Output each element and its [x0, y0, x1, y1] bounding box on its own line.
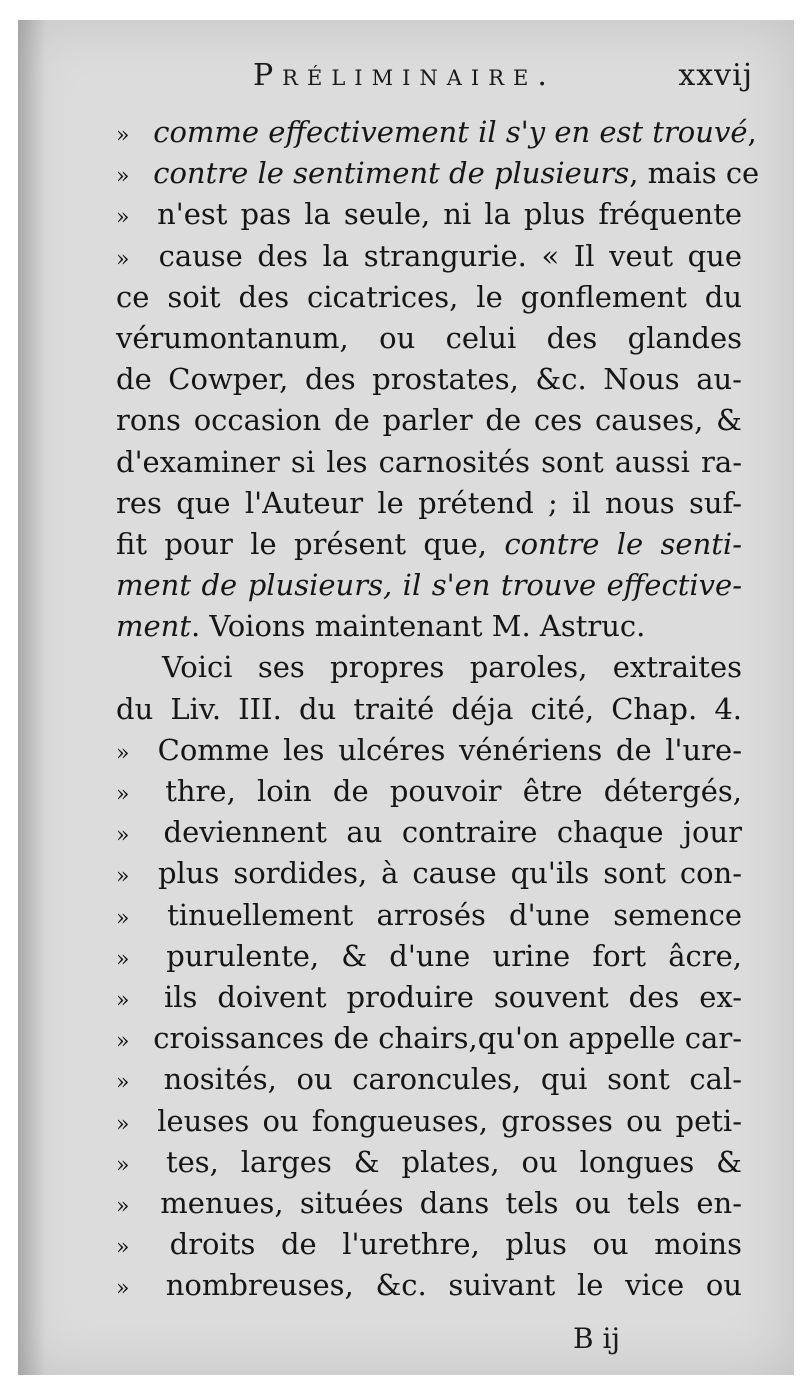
- line-text: droits de l'urethre, plus ou moins: [169, 1227, 742, 1262]
- text-line: [116, 400, 742, 441]
- quote-mark: »: [116, 1111, 128, 1137]
- line-text: , mais ce: [629, 156, 760, 191]
- italic-text: ment de plusieurs, il s'en trouve effective-: [116, 568, 742, 603]
- line-text: rons occasion de parler de ces causes, &: [116, 403, 742, 438]
- quote-mark: »: [116, 782, 128, 807]
- text-line: [116, 236, 742, 277]
- quote-mark: »: [116, 246, 128, 272]
- running-title: Préliminaire.: [253, 58, 556, 93]
- italic-text: ment: [116, 609, 191, 644]
- text-line: [116, 730, 742, 771]
- text-line: [116, 1265, 742, 1306]
- text-line: [116, 977, 742, 1018]
- text-line: [116, 771, 742, 812]
- line-text: plus sordides, à cause qu'ils sont con-: [157, 856, 743, 891]
- line-text: vérumontanum, ou celui des glandes: [116, 320, 742, 355]
- line-text: menues, situées dans tels ou tels en-: [160, 1185, 743, 1220]
- quote-mark: »: [116, 905, 128, 931]
- quote-mark: »: [116, 740, 128, 766]
- line-text: deviennent au contraire chaque jour: [163, 815, 742, 850]
- text-line: [116, 1224, 742, 1265]
- text-line: [116, 442, 742, 483]
- quote-mark: »: [116, 987, 128, 1013]
- line-text: thre, loin de pouvoir être détergés,: [165, 774, 742, 808]
- page-number: xxvij: [678, 58, 753, 93]
- text-line: [116, 1059, 742, 1100]
- quote-mark: »: [116, 164, 128, 190]
- line-text: ils doivent produire souvent des ex-: [163, 979, 743, 1014]
- text-line: [116, 318, 742, 359]
- quote-mark: »: [116, 864, 128, 890]
- text-line: [116, 1101, 742, 1142]
- line-text: croissances de chairs,qu'on appelle car-: [153, 1021, 742, 1056]
- quote-mark: »: [116, 123, 128, 148]
- quote-mark: »: [116, 1070, 128, 1096]
- book-page: [18, 20, 794, 1375]
- line-text: fit pour le présent que,: [116, 526, 505, 561]
- line-text: cause des la strangurie. « Il veut que: [158, 238, 742, 273]
- italic-text: comme effectivement il s'y en est trouvé: [153, 115, 748, 149]
- italic-text: contre le senti-: [504, 526, 742, 561]
- line-text: tes, larges & plates, ou longues &: [165, 1144, 742, 1179]
- text-line: [116, 1142, 742, 1183]
- quote-mark: »: [116, 823, 128, 849]
- quote-mark: »: [116, 946, 128, 972]
- italic-text: contre le sentiment de plusieurs: [153, 156, 630, 191]
- quote-mark: »: [116, 1152, 128, 1178]
- quote-mark: »: [116, 1193, 128, 1219]
- text-line: [116, 565, 742, 606]
- quote-mark: »: [116, 205, 128, 231]
- line-text: tinuellement arrosés d'une semence: [167, 897, 743, 932]
- line-text: du Liv. III. du traité déja cité, Chap. 4.: [116, 691, 742, 726]
- line-text: ,: [747, 115, 757, 149]
- text-line: [116, 483, 742, 524]
- text-line: [116, 524, 742, 565]
- text-line: [116, 895, 742, 936]
- text-line: [116, 1018, 742, 1059]
- line-text: nosités, ou caroncules, qui sont cal-: [163, 1062, 742, 1097]
- text-line: [116, 194, 742, 235]
- text-line: [116, 853, 742, 894]
- text-line: [116, 936, 742, 977]
- text-line: [116, 689, 742, 730]
- line-text: leuses ou fongueuses, grosses ou peti-: [157, 1103, 743, 1138]
- quote-mark: »: [116, 1276, 128, 1302]
- line-text: purulente, & d'une urine fort âcre,: [166, 938, 743, 973]
- line-text: Comme les ulcéres vénériens de l'ure-: [157, 732, 743, 767]
- quote-mark: »: [116, 1029, 128, 1055]
- line-text: ce soit des cicatrices, le gonflement du: [116, 279, 742, 314]
- text-line: [116, 812, 742, 853]
- text-line: [116, 647, 742, 688]
- line-text: d'examiner si les carnosités sont aussi ra-: [116, 444, 742, 479]
- text-line: [116, 277, 742, 318]
- page-header: [233, 58, 753, 98]
- text-line: [116, 359, 742, 400]
- line-text: . Voions maintenant M. Astruc.: [191, 609, 646, 644]
- line-text: res que l'Auteur le prétend ; il nous suf-: [116, 485, 742, 520]
- signature-mark: B ij: [573, 1322, 621, 1355]
- line-text: nombreuses, &c. suivant le vice ou: [165, 1268, 742, 1303]
- line-text: Voici ses propres paroles, extraites: [162, 650, 742, 685]
- text-line: [116, 1183, 742, 1224]
- body-text: [116, 112, 760, 1306]
- line-text: n'est pas la seule, ni la plus fréquente: [157, 197, 743, 232]
- text-line: [116, 606, 742, 647]
- text-line: [116, 112, 757, 153]
- text-line: [116, 153, 760, 194]
- line-text: de Cowper, des prostates, &c. Nous au-: [116, 362, 742, 397]
- quote-mark: »: [116, 1235, 128, 1261]
